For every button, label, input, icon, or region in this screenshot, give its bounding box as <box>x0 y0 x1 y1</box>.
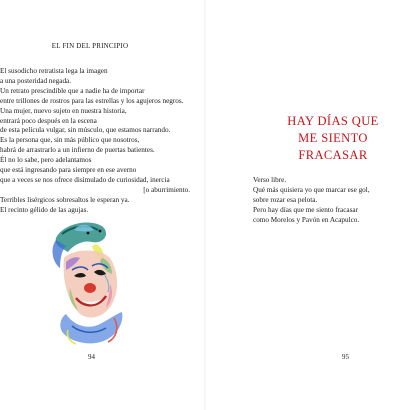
page-number: 94 <box>88 353 95 361</box>
poem-line: entre trillones de rostros para las estrellas y los agujeros negros. <box>0 96 184 105</box>
left-poem <box>0 67 200 216</box>
poem-line: como Morelos y Pavón en Acapulco. <box>253 215 360 224</box>
poem-line: Qué más quisiera yo que marcar ese gol, <box>253 185 370 194</box>
running-head: EL FIN DEL PRINCIPIO <box>51 42 129 50</box>
poem-line: Un retrato prescindible que a nadie ha de importar <box>0 86 145 95</box>
poem-line: Él no lo sabe, pero adelantamos <box>0 156 92 165</box>
poem-line-runover: [o aburrimiento. <box>143 185 190 194</box>
right-poem <box>253 176 403 226</box>
poem-line: Es la persona que, sin más público que nosotros, <box>0 136 140 145</box>
page-number: 95 <box>342 353 349 361</box>
poem-line: que a veces se nos ofrece disimulado de curiosidad, inercia <box>0 175 170 184</box>
poem-line: El susodicho retratista lega la imagen <box>0 67 108 75</box>
poem-line: Terribles lisérgicos sobresaltos le esperan ya. <box>0 195 130 204</box>
poem-line: Una mujer, nuevo sujeto en nuestra historia, <box>0 106 127 115</box>
poem-title-line: ME SIENTO FRACASAR <box>298 131 368 162</box>
poem-line: entrará poco después en la escena <box>0 116 97 125</box>
poem-title <box>268 113 398 164</box>
poem-line: sobre rozar esa pelota. <box>253 195 318 204</box>
poem-line: El recinto gélido de las agujas. <box>0 205 89 214</box>
poem-title-line: HAY DÍAS QUE <box>287 114 379 128</box>
poem-line: de esta película vulgar, sin músculo, que estamos narrando. <box>0 126 171 135</box>
poem-line: Verso libre. <box>253 176 287 184</box>
clown-face-illustration <box>44 218 136 350</box>
poem-line: a una posteridad negada. <box>0 76 72 85</box>
poem-line: habrá de arrastrarlo a un infierno de puertas batientes. <box>0 146 155 155</box>
poem-line: que está ingresando para siempre en ese averno <box>0 166 137 175</box>
poem-line: Pero hay días que me siento fracasar <box>253 205 358 214</box>
page-gutter <box>204 0 206 410</box>
